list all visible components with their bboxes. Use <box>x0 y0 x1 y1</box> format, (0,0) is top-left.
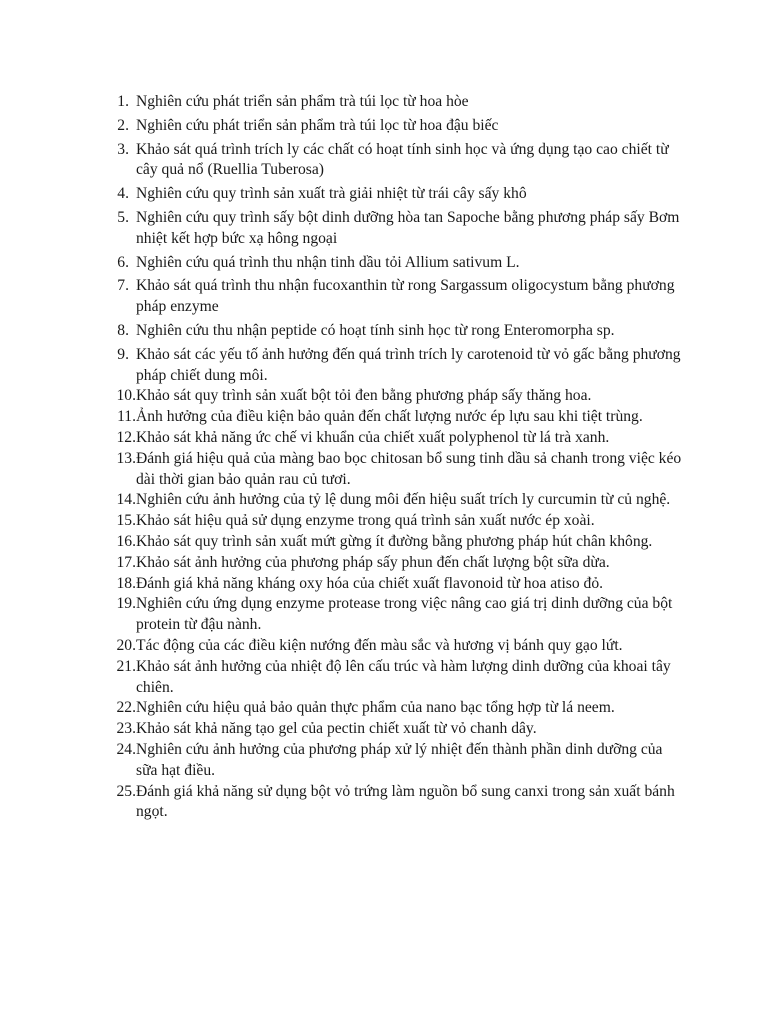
item-number: 21. <box>116 657 136 675</box>
list-item <box>103 428 683 449</box>
item-text: Ảnh hưởng của điều kiện bảo quản đến chất lượng nước ép lựu sau khi tiệt trùng. <box>136 408 643 426</box>
item-number: 11. <box>117 408 136 426</box>
list-item <box>103 276 683 318</box>
item-text: Khảo sát quy trình sản xuất bột tỏi đen bằng phương pháp sấy thăng hoa. <box>136 387 592 405</box>
item-number: 12. <box>116 428 136 446</box>
list-item <box>103 532 683 553</box>
item-text: Tác động của các điều kiện nướng đến màu sắc và hương vị bánh quy gạo lứt. <box>136 636 623 654</box>
list-item <box>103 407 683 428</box>
item-text: Khảo sát khả năng ức chế vi khuẩn của chiết xuất polyphenol từ lá trà xanh. <box>136 428 610 446</box>
list-item <box>103 386 683 407</box>
item-text: Nghiên cứu phát triển sản phẩm trà túi lọc từ hoa hòe <box>136 93 469 110</box>
item-number: 8. <box>117 321 129 339</box>
list-item <box>103 553 683 574</box>
item-text: Nghiên cứu quy trình sản xuất trà giải nhiệt từ trái cây sấy khô <box>136 185 527 203</box>
list-item <box>103 321 683 342</box>
list-item <box>103 208 683 250</box>
item-number: 2. <box>117 116 129 134</box>
item-number: 24. <box>116 740 136 758</box>
item-number: 6. <box>117 253 129 271</box>
item-number: 23. <box>116 720 136 738</box>
list-item <box>103 719 683 740</box>
list-item <box>103 698 683 719</box>
item-number: 20. <box>116 636 136 654</box>
list-item <box>103 782 683 824</box>
item-number: 5. <box>117 208 129 226</box>
item-text: Nghiên cứu quá trình thu nhận tinh dầu tỏi Allium sativum L. <box>136 253 520 271</box>
list-item <box>103 657 683 699</box>
list-item <box>103 740 683 782</box>
list-item <box>103 511 683 532</box>
item-number: 17. <box>116 553 136 571</box>
item-number: 19. <box>116 595 136 613</box>
item-text: Đánh giá hiệu quả của màng bao bọc chitosan bổ sung tinh dầu sả chanh trong việc kéo dài thời gian bảo quản rau củ tươi. <box>136 449 682 488</box>
list-item <box>103 449 683 491</box>
item-text: Nghiên cứu hiệu quả bảo quản thực phẩm của nano bạc tổng hợp từ lá neem. <box>136 699 615 717</box>
item-text: Khảo sát quá trình trích ly các chất có hoạt tính sinh học và ứng dụng tạo cao chiết từ cây quả nổ (Ruellia Tuberosa) <box>136 140 669 179</box>
list-item <box>103 345 683 387</box>
item-text: Đánh giá khả năng kháng oxy hóa của chiết xuất flavonoid từ hoa atiso đỏ. <box>136 574 604 592</box>
item-text: Đánh giá khả năng sử dụng bột vỏ trứng làm nguồn bổ sung canxi trong sản xuất bánh ngọt. <box>136 782 675 821</box>
item-number: 7. <box>117 277 129 295</box>
list-item <box>103 636 683 657</box>
item-text: Khảo sát khả năng tạo gel của pectin chiết xuất từ vỏ chanh dây. <box>136 720 537 738</box>
item-text: Nghiên cứu phát triển sản phẩm trà túi lọc từ hoa đậu biếc <box>136 116 499 134</box>
list-item <box>103 116 683 137</box>
item-number: 18. <box>116 574 136 592</box>
item-text: Khảo sát ảnh hưởng của phương pháp sấy phun đến chất lượng bột sữa dừa. <box>136 553 610 571</box>
list-item <box>103 253 683 274</box>
list-item <box>103 490 683 511</box>
item-text: Khảo sát quá trình thu nhận fucoxanthin từ rong Sargassum oligocystum bằng phương pháp enzyme <box>136 277 675 316</box>
item-text: Khảo sát các yếu tố ảnh hưởng đến quá trình trích ly carotenoid từ vỏ gấc bằng phương pháp chiết dung môi. <box>136 345 681 384</box>
item-number: 25. <box>116 782 136 800</box>
list-item <box>103 184 683 205</box>
item-number: 4. <box>117 185 129 203</box>
item-number: 13. <box>116 449 136 467</box>
item-text: Khảo sát ảnh hưởng của nhiệt độ lên cấu trúc và hàm lượng dinh dưỡng của khoai tây chiên. <box>136 657 671 696</box>
item-text: Nghiên cứu ứng dụng enzyme protease trong việc nâng cao giá trị dinh dưỡng của bột protein từ đậu nành. <box>136 595 673 634</box>
item-number: 22. <box>116 699 136 717</box>
item-number: 1. <box>117 93 129 110</box>
item-text: Nghiên cứu quy trình sấy bột dinh dưỡng hòa tan Sapoche bằng phương pháp sấy Bơm nhiệt kết hợp bức xạ hông ngoại <box>136 208 680 247</box>
item-number: 14. <box>116 491 136 509</box>
list-item <box>103 574 683 595</box>
list-item <box>103 594 683 636</box>
research-topic-list <box>103 92 683 823</box>
item-number: 10. <box>116 387 136 405</box>
item-number: 3. <box>117 140 129 158</box>
item-text: Khảo sát quy trình sản xuất mứt gừng ít đường bằng phương pháp hút chân không. <box>136 532 653 550</box>
item-number: 9. <box>117 345 129 363</box>
item-text: Nghiên cứu thu nhận peptide có hoạt tính sinh học từ rong Enteromorpha sp. <box>136 321 615 339</box>
item-number: 15. <box>116 512 136 530</box>
item-text: Nghiên cứu ảnh hưởng của tỷ lệ dung môi đến hiệu suất trích ly curcumin từ củ nghệ. <box>136 491 671 509</box>
item-text: Nghiên cứu ảnh hưởng của phương pháp xử lý nhiệt đến thành phần dinh dưỡng của sữa hạt điều. <box>136 740 663 779</box>
list-item <box>103 92 683 113</box>
list-item <box>103 140 683 182</box>
item-number: 16. <box>116 532 136 550</box>
item-text: Khảo sát hiệu quả sử dụng enzyme trong quá trình sản xuất nước ép xoài. <box>136 512 595 530</box>
